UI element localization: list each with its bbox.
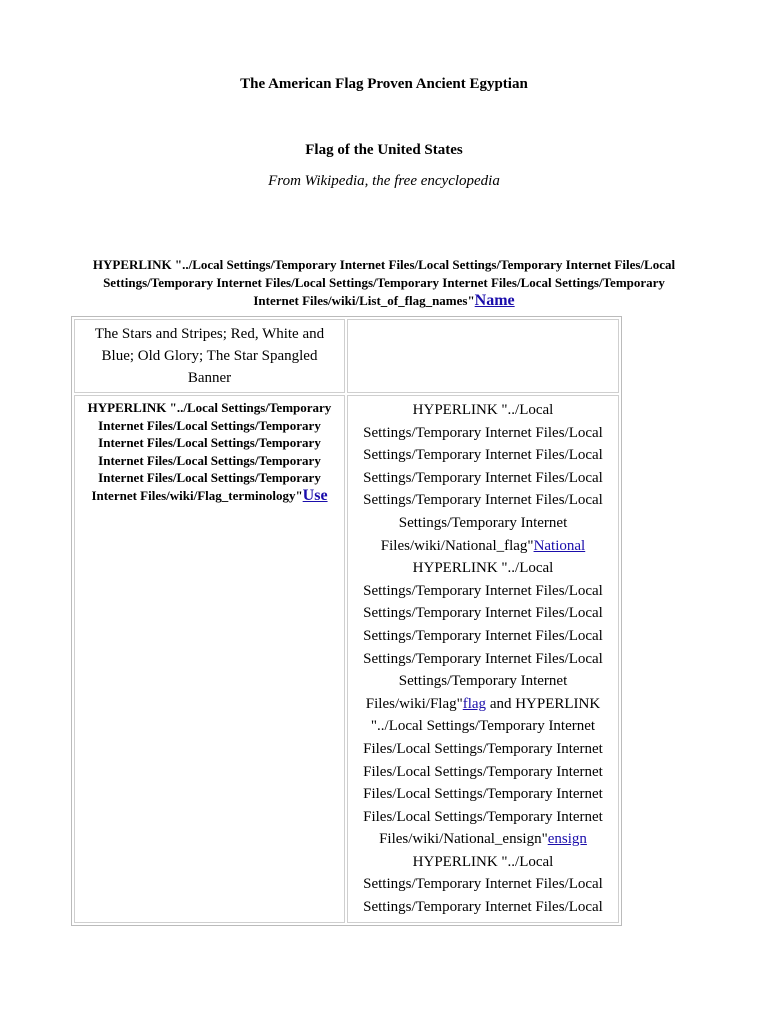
use-hyperlink-text: HYPERLINK "../Local Settings/Temporary Internet Files/Local Settings/Temporary Internet Files/Local Settings/Temporary Internet Files/Local Settings/Temporary Internet Files/Local Settings/Temporary Internet Files/wiki/Flag_terminology" xyxy=(87,400,332,503)
national-link[interactable]: National xyxy=(533,537,586,554)
empty-cell xyxy=(347,319,619,393)
ensign-link[interactable]: ensign xyxy=(547,831,587,848)
infobox-header xyxy=(84,256,684,310)
article-tagline: From Wikipedia, the free encyclopedia xyxy=(268,173,500,189)
flag-hyperlink-text: HYPERLINK "../Local Settings/Temporary Internet Files/Local Settings/Temporary Internet Files/Local Settings/Temporary Internet Files/Local Settings/Temporary Internet Files/Local Settings/Temporary Internet Files/wiki/Flag" xyxy=(363,560,603,712)
use-link[interactable]: Use xyxy=(302,486,328,504)
article-heading: Flag of the United States xyxy=(305,142,463,158)
trailing-hyperlink-text: HYPERLINK "../Local Settings/Temporary Internet Files/Local Settings/Temporary Internet Files/Local xyxy=(363,853,603,916)
ensign-hyperlink-text: and HYPERLINK "../Local Settings/Temporary Internet Files/Local Settings/Temporary Internet Files/Local Settings/Temporary Internet Files/Local Settings/Temporary Internet Files/Local Settings/Temporary Internet Files/wiki/National_ensign" xyxy=(363,695,603,848)
national-hyperlink-text: HYPERLINK "../Local Settings/Temporary Internet Files/Local Settings/Temporary Internet Files/Local Settings/Temporary Internet Files/Local Settings/Temporary Internet Files/Local Settings/Temporary Internet Files/wiki/National_flag" xyxy=(363,402,603,554)
flag-link[interactable]: flag xyxy=(462,695,487,712)
header-hyperlink-text: HYPERLINK "../Local Settings/Temporary Internet Files/Local Settings/Temporary Internet Files/Local Settings/Temporary Internet Files/Local Settings/Temporary Internet Files/Local Settings/Temporary Internet Files/wiki/List_of_flag_names" xyxy=(92,257,676,308)
nickname-cell: The Stars and Stripes; Red, White and Blue; Old Glory; The Star Spangled Banner xyxy=(74,319,345,393)
use-cell xyxy=(74,395,345,923)
table-row xyxy=(74,395,619,923)
document-title: The American Flag Proven Ancient Egyptian xyxy=(240,76,528,92)
use-description-cell xyxy=(347,395,619,923)
infobox-table xyxy=(71,316,622,926)
name-link[interactable]: Name xyxy=(474,292,515,309)
table-row xyxy=(74,319,619,393)
